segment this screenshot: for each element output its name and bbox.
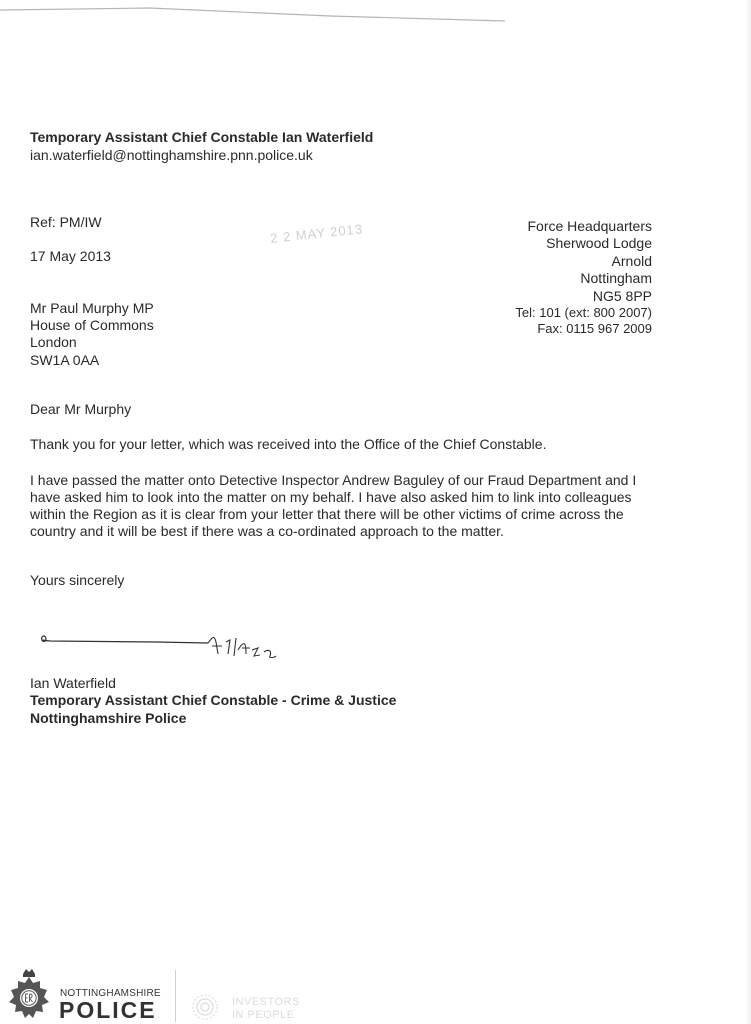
- recipient-line1: House of Commons: [30, 317, 154, 334]
- logo-police-text: POLICE: [59, 997, 157, 1023]
- scan-edge-shadow: [745, 0, 751, 1024]
- force-address-line1: Force Headquarters: [527, 218, 652, 234]
- investors-line2: IN PEOPLE: [232, 1009, 295, 1021]
- logo-county-text: NOTTINGHAMSHIRE: [60, 988, 161, 999]
- closing: Yours sincerely: [30, 572, 125, 588]
- investors-in-people-icon: [188, 992, 222, 1022]
- greeting: Dear Mr Murphy: [30, 401, 132, 417]
- recipient-name: Mr Paul Murphy MP: [30, 300, 154, 316]
- signatory-block: [30, 675, 396, 727]
- recipient-address: [30, 300, 154, 369]
- sender-title: Temporary Assistant Chief Constable Ian Waterfield: [30, 129, 374, 145]
- force-address-line3: Arnold: [611, 252, 652, 269]
- footer-divider: [175, 970, 176, 1022]
- paragraph-1: Thank you for your letter, which was received into the Office of the Chief Constable.: [30, 436, 547, 452]
- signatory-position: Temporary Assistant Chief Constable - Crime & Justice: [30, 692, 397, 709]
- force-fax: Fax: 0115 967 2009: [537, 321, 652, 337]
- sender-block: [30, 128, 373, 164]
- force-address-line2: Sherwood Lodge: [546, 235, 652, 252]
- force-address-line4: Nottingham: [580, 270, 652, 287]
- investors-in-people-text: [232, 996, 300, 1022]
- handwritten-signature: [36, 628, 296, 672]
- signatory-name: Ian Waterfield: [30, 675, 116, 691]
- investors-line1: INVESTORS: [232, 996, 300, 1008]
- sender-email: ian.waterfield@nottinghamshire.pnn.police.uk: [30, 147, 313, 163]
- signatory-organisation: Nottinghamshire Police: [30, 709, 187, 726]
- force-address-postcode: NG5 8PP: [592, 287, 652, 304]
- investors-in-people-logo: [188, 990, 318, 1024]
- police-crest-icon: [6, 968, 52, 1022]
- reference: Ref: PM/IW: [30, 214, 102, 230]
- scan-artifact-line: [0, 6, 505, 22]
- force-address: [515, 218, 652, 337]
- paragraph-2: I have passed the matter onto Detective Inspector Andrew Baguley of our Fraud Department and I have asked him to look into the matter on my behalf. I have also asked him to link into colleagues within the Region as it is clear from your letter that there will be other victims of crime across the country and it will be best if there was a co-ordinated approach to the matter.: [30, 472, 637, 539]
- nottinghamshire-police-logo: [6, 966, 166, 1022]
- letter-date: 17 May 2013: [30, 248, 111, 264]
- recipient-postcode: SW1A 0AA: [30, 351, 100, 368]
- force-telephone: Tel: 101 (ext: 800 2007): [515, 305, 652, 321]
- received-stamp: 2 2 MAY 2013: [269, 221, 364, 246]
- recipient-line2: London: [30, 334, 77, 351]
